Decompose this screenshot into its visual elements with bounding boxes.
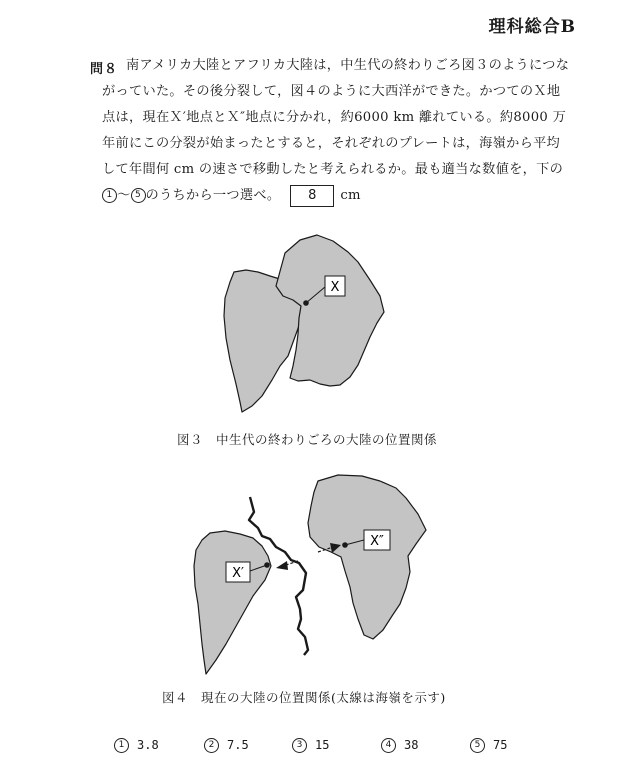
point-x-dot (303, 300, 309, 306)
choice-1[interactable]: 1 3.8 (114, 738, 159, 753)
choice-4[interactable]: 4 38 (381, 738, 418, 753)
arrow-left-head (276, 561, 288, 570)
subject-title: 理科総合B (488, 17, 576, 37)
choice-range-end: 5 (131, 188, 146, 203)
africa-continent-fig4 (308, 475, 426, 639)
choice-2[interactable]: 2 7.5 (204, 738, 249, 753)
answer-box[interactable]: 8 (290, 185, 334, 207)
question-line-4: 年前にこの分裂が始まったとすると，それぞれのプレートは，海嶺から平均 (102, 136, 561, 151)
answer-unit: cm (340, 188, 361, 203)
question-number: 問８ (90, 62, 119, 77)
south-america-continent-fig4 (194, 531, 271, 674)
range-separator: ～ (117, 188, 131, 203)
choice-5[interactable]: 5 75 (470, 738, 507, 753)
label-x: X (330, 280, 340, 295)
question-line-3: 点は，現在Ｘ′地点とＸ″地点に分かれ，約6000 km 離れている。約8000 万 (102, 110, 567, 125)
label-x-double-prime: X″ (370, 534, 384, 549)
question-line-6-text: のうちから一つ選べ。 (145, 188, 281, 203)
point-x-double-prime-dot (342, 542, 348, 548)
question-line-2: がっていた。その後分裂して，図４のように大西洋ができた。かつてのＸ地 (102, 84, 561, 99)
choice-range-start: 1 (102, 188, 117, 203)
question-line-5: して年間何 cm の速さで移動したと考えられるか。最も適当な数値を，下の (102, 162, 564, 177)
question-line-1: 南アメリカ大陸とアフリカ大陸は，中生代の終わりごろ図３のようにつな (126, 58, 570, 73)
figure-3-caption: 図３ 中生代の終わりごろの大陸の位置関係 (177, 432, 438, 447)
figure-4-caption: 図４ 現在の大陸の位置関係(太線は海嶺を示す) (162, 690, 446, 705)
label-x-prime: X′ (232, 566, 244, 581)
choice-3[interactable]: 3 15 (292, 738, 329, 753)
point-x-prime-dot (264, 562, 270, 568)
